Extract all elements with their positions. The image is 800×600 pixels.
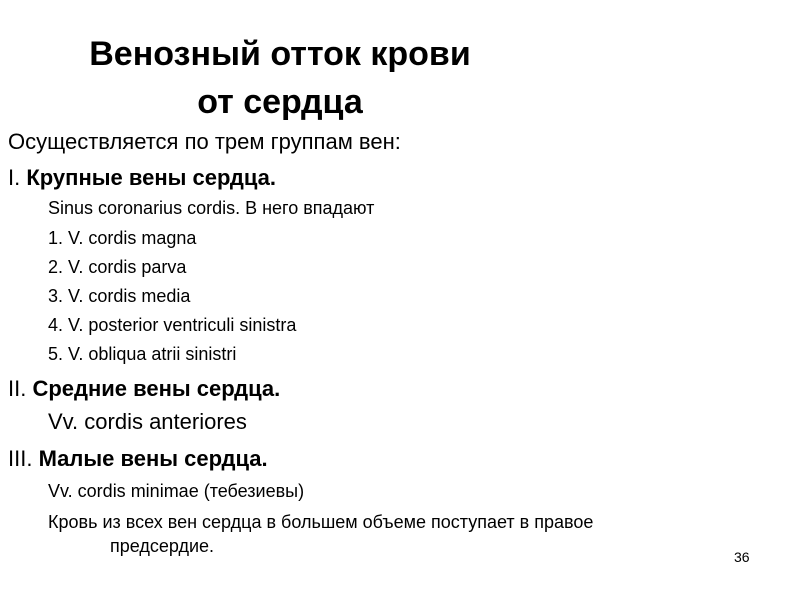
group-3-note-line-2: предсердие. — [110, 536, 215, 556]
group-1-title: Крупные вены сердца. — [26, 165, 276, 190]
slide-title-line-1: Венозный отток крови — [89, 35, 471, 73]
group-2-title: Средние вены сердца. — [32, 376, 281, 401]
group-1-heading — [8, 165, 276, 191]
group-2-heading — [8, 376, 280, 402]
group-1-item: 5. V. obliqua atrii sinistri — [48, 344, 237, 364]
group-3-item: Vv. cordis minimae (тебезиевы) — [48, 481, 305, 501]
group-1-item: 1. V. cordis magna — [48, 228, 197, 248]
group-1-numeral: I. — [8, 165, 27, 190]
group-2-numeral: II. — [8, 376, 33, 401]
group-3-heading — [8, 446, 268, 472]
page-number: 36 — [734, 549, 750, 565]
group-1-lead: Sinus coronarius cordis. В него впадают — [48, 198, 375, 218]
group-3-numeral: III. — [8, 446, 39, 471]
group-3-note — [48, 510, 768, 558]
group-1-item: 4. V. posterior ventriculi sinistra — [48, 315, 297, 335]
group-3-title: Малые вены сердца. — [38, 446, 268, 471]
group-1-item: 3. V. cordis media — [48, 286, 191, 306]
slide-title — [30, 30, 530, 126]
group-1-item: 2. V. cordis parva — [48, 257, 187, 277]
intro-text: Осуществляется по трем группам вен: — [8, 129, 401, 154]
slide-title-line-2: от сердца — [197, 83, 363, 121]
group-3-note-line-1: Кровь из всех вен сердца в большем объеме поступает в правое — [48, 512, 594, 532]
group-2-item: Vv. cordis anteriores — [48, 409, 247, 434]
